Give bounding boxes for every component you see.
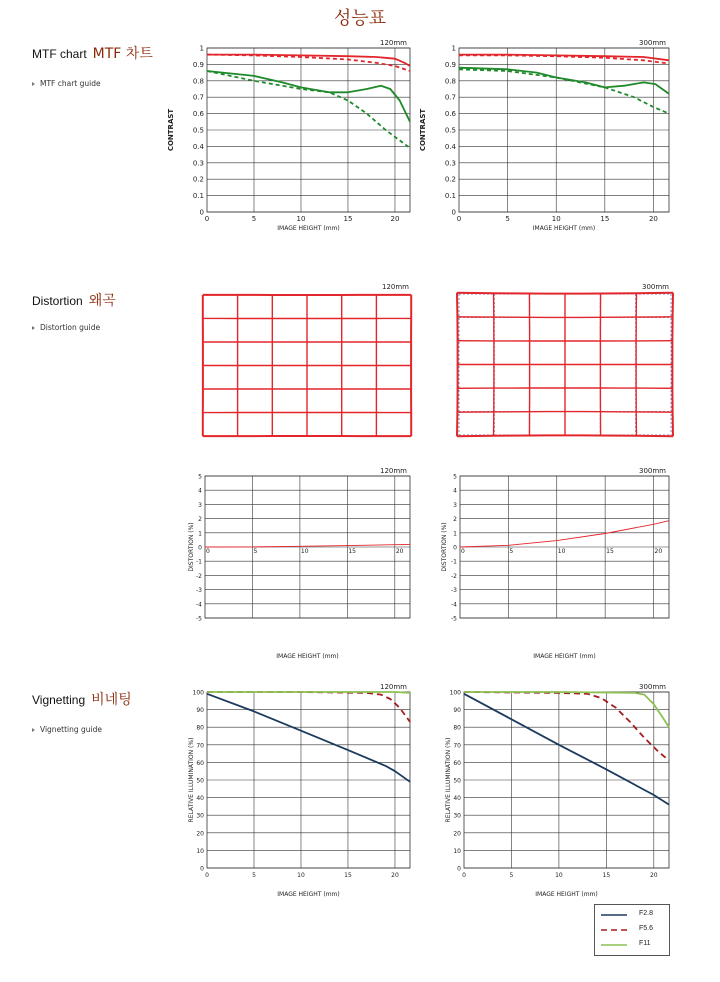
x-tick-label: 5 [251, 215, 257, 223]
y-tick-label: 0.4 [192, 142, 204, 151]
y-tick-label: 100 [192, 689, 204, 697]
y-tick-label: -1 [196, 558, 202, 566]
x-tick-label: 5 [252, 872, 256, 879]
x-tick-label: 15 [602, 872, 611, 879]
x-tick-label: 10 [557, 548, 566, 555]
x-tick-label: 20 [391, 872, 399, 879]
y-tick-label: 80 [453, 724, 461, 732]
x-tick-label: 10 [300, 548, 309, 555]
legend-label: F11 [639, 940, 651, 947]
legend-item-f5-6 [599, 924, 665, 936]
mtf-guide-link[interactable] [32, 79, 101, 88]
y-tick-label: 0 [451, 208, 456, 217]
y-axis-label: DISTORTION (%) [441, 522, 448, 572]
y-tick-label: 70 [196, 742, 204, 750]
x-axis-label: IMAGE HEIGHT (mm) [276, 653, 339, 660]
x-tick-label: 0 [204, 215, 210, 223]
distortion-grid-300mm [452, 282, 672, 442]
distortion-heading-en: Distortion [32, 294, 83, 308]
x-tick-label: 20 [649, 872, 658, 879]
distorted-grid-line [457, 293, 458, 437]
x-tick-label: 20 [390, 215, 400, 223]
vignetting-section-heading [32, 689, 132, 709]
x-axis-label: IMAGE HEIGHT (mm) [277, 891, 340, 898]
mtf-section-heading [32, 43, 153, 63]
chart-title: 120mm [380, 683, 407, 691]
y-tick-label: -3 [196, 587, 202, 595]
x-tick-label: 10 [296, 215, 306, 223]
y-tick-label: 90 [453, 707, 461, 715]
x-tick-label: 0 [205, 872, 209, 879]
y-tick-label: -5 [451, 615, 457, 623]
y-tick-label: 0.3 [192, 159, 204, 168]
y-tick-label: 0.2 [444, 175, 456, 184]
y-tick-label: 10 [196, 847, 204, 855]
vignetting-chart-300mm [438, 680, 672, 898]
mtf-heading-en: MTF chart [32, 47, 87, 61]
y-tick-label: 0.9 [192, 60, 204, 69]
chart-title: 120mm [380, 467, 407, 475]
distorted-grid-line [457, 435, 673, 436]
chart-title: 300mm [642, 283, 669, 291]
y-tick-label: 10 [453, 847, 461, 855]
chart-title: 300mm [639, 39, 666, 47]
y-tick-label: 80 [196, 724, 204, 732]
y-tick-label: 0.9 [444, 60, 456, 69]
y-tick-label: 60 [196, 759, 204, 767]
y-tick-label: 0.1 [444, 192, 456, 201]
y-tick-label: 50 [453, 777, 461, 785]
x-tick-label: 15 [348, 548, 357, 555]
y-tick-label: 0.8 [444, 77, 456, 86]
x-tick-label: 10 [551, 215, 561, 223]
chart-title: 300mm [639, 467, 666, 475]
x-axis-label: IMAGE HEIGHT (mm) [277, 225, 340, 232]
y-tick-label: 2 [198, 516, 202, 524]
legend-label: F5.6 [639, 925, 654, 932]
distortion-guide-label: Distortion guide [40, 323, 101, 332]
mtf-guide-label: MTF chart guide [40, 79, 101, 88]
y-tick-label: 1 [451, 44, 456, 53]
x-axis-label: IMAGE HEIGHT (mm) [533, 653, 596, 660]
x-axis-label: IMAGE HEIGHT (mm) [535, 891, 598, 898]
vignetting-chart-120mm [180, 680, 420, 898]
y-tick-label: 0.7 [444, 93, 456, 102]
distorted-grid-line [457, 412, 672, 413]
mtf-heading-ko: MTF 차트 [92, 46, 153, 62]
y-tick-label: 20 [196, 830, 204, 838]
y-tick-label: 20 [453, 830, 461, 838]
x-tick-label: 0 [456, 215, 462, 223]
chart-title: 120mm [382, 283, 409, 291]
chart-title: 300mm [639, 683, 666, 691]
chart-title: 120mm [380, 39, 407, 47]
y-tick-label: 1 [453, 530, 457, 538]
y-tick-label: 3 [198, 501, 202, 509]
x-tick-label: 15 [606, 548, 614, 555]
y-tick-label: 5 [453, 473, 457, 481]
distorted-grid-line [457, 317, 672, 318]
distorted-grid-line [457, 293, 673, 294]
y-tick-label: 0.3 [444, 159, 456, 168]
x-tick-label: 20 [648, 215, 658, 223]
y-tick-label: 1 [199, 44, 204, 53]
legend-swatch-f5-6 [599, 927, 629, 933]
y-tick-label: 0 [200, 865, 204, 873]
y-tick-label: 50 [196, 777, 204, 785]
x-axis-label: IMAGE HEIGHT (mm) [532, 225, 596, 232]
y-tick-label: 0 [198, 544, 202, 552]
y-axis-label: RELATIVE ILLUMINATION (%) [445, 737, 452, 823]
distortion-heading-ko: 왜곡 [88, 293, 116, 309]
x-tick-label: 15 [344, 872, 352, 879]
legend-label: F2.8 [639, 910, 654, 917]
x-tick-label: 5 [509, 872, 514, 879]
y-tick-label: -4 [196, 601, 202, 609]
y-tick-label: 40 [196, 795, 204, 803]
y-tick-label: 70 [453, 742, 461, 750]
y-tick-label: 90 [196, 707, 204, 715]
x-tick-label: 5 [509, 548, 514, 555]
y-tick-label: 0 [457, 865, 461, 873]
x-tick-label: 20 [654, 548, 663, 555]
x-tick-label: 0 [462, 872, 466, 879]
x-tick-label: 0 [206, 548, 210, 555]
y-tick-label: 30 [196, 812, 204, 820]
distortion-chart-120mm [180, 464, 420, 660]
y-tick-label: 0.7 [192, 93, 204, 102]
legend-swatch-f11 [599, 942, 629, 948]
y-tick-label: -5 [196, 615, 202, 623]
page-title: 성능표 [333, 8, 387, 29]
y-tick-label: 40 [453, 795, 461, 803]
y-tick-label: -1 [451, 558, 457, 566]
x-tick-label: 5 [253, 548, 258, 555]
x-tick-label: 0 [461, 548, 465, 555]
x-tick-label: 15 [600, 215, 610, 223]
distorted-grid-line [672, 293, 673, 437]
x-tick-label: 15 [343, 215, 353, 223]
vignetting-guide-label: Vignetting guide [40, 725, 103, 734]
vignetting-guide-link[interactable] [32, 725, 102, 734]
y-tick-label: 4 [453, 487, 457, 495]
y-tick-label: 0.4 [444, 142, 456, 151]
y-tick-label: 0.2 [192, 175, 204, 184]
y-tick-label: -2 [196, 572, 202, 580]
y-tick-label: 0.1 [192, 192, 204, 201]
y-tick-label: 0.5 [444, 126, 456, 135]
y-tick-label: 100 [449, 689, 461, 697]
legend-item-f2-8 [599, 909, 665, 921]
chevron-right-icon [32, 82, 35, 86]
distortion-guide-link[interactable] [32, 323, 100, 332]
distortion-grid-120mm [200, 282, 420, 442]
vignetting-heading-ko: 비네팅 [91, 692, 132, 708]
y-tick-label: -3 [451, 587, 457, 595]
distortion-chart-300mm [438, 464, 672, 660]
vignetting-heading-en: Vignetting [32, 693, 86, 707]
y-tick-label: 4 [198, 487, 202, 495]
y-tick-label: 0.6 [192, 110, 204, 119]
chevron-right-icon [32, 326, 35, 330]
legend-swatch-f2-8 [599, 912, 629, 918]
y-tick-label: 2 [453, 516, 457, 524]
x-tick-label: 10 [555, 872, 563, 879]
y-axis-label: RELATIVE ILLUMINATION (%) [188, 737, 195, 823]
mtf-chart-120mm [167, 39, 420, 240]
y-tick-label: 60 [453, 759, 461, 767]
x-tick-label: 20 [395, 548, 404, 555]
y-tick-label: 0 [199, 208, 204, 217]
y-tick-label: -4 [451, 601, 457, 609]
y-tick-label: 3 [453, 501, 457, 509]
chevron-right-icon [32, 728, 35, 732]
y-tick-label: 5 [198, 473, 202, 481]
legend-item-f11 [599, 939, 665, 951]
x-tick-label: 5 [505, 215, 510, 223]
y-tick-label: 0.6 [444, 110, 456, 119]
y-tick-label: 1 [198, 530, 202, 538]
y-tick-label: -2 [451, 572, 457, 580]
y-tick-label: 0.5 [192, 126, 204, 135]
chart-legend [594, 904, 670, 956]
distortion-section-heading [32, 290, 116, 310]
y-tick-label: 30 [453, 812, 461, 820]
y-tick-label: 0 [453, 544, 457, 552]
mtf-chart-300mm [419, 39, 672, 240]
x-tick-label: 10 [297, 872, 305, 879]
y-axis-label: CONTRAST [419, 108, 427, 152]
y-axis-label: DISTORTION (%) [188, 522, 195, 572]
series-line-f11 [207, 692, 410, 693]
y-axis-label: CONTRAST [167, 108, 175, 152]
y-tick-label: 0.8 [192, 77, 204, 86]
